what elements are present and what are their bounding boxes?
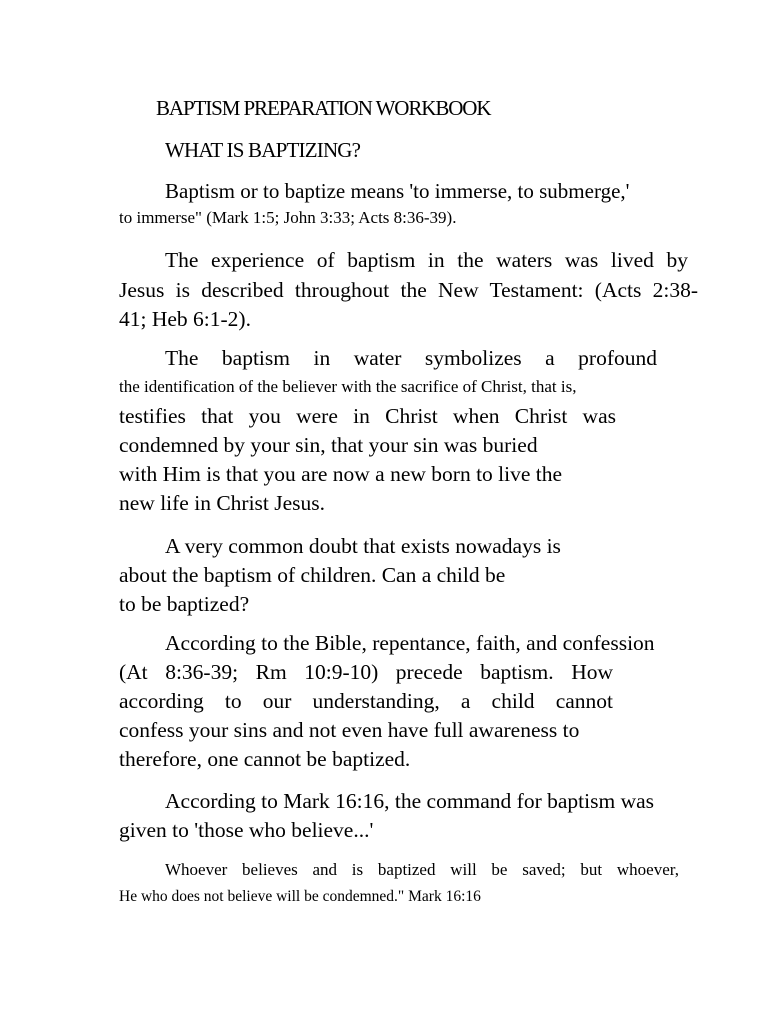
section-heading: WHAT IS BAPTIZING? (165, 138, 361, 162)
paragraph-line: new life in Christ Jesus. (119, 491, 326, 515)
paragraph-line: Baptism or to baptize means 'to immerse, to submerge,' (165, 179, 630, 203)
paragraph-line: The experience of baptism in the waters was lived by (165, 248, 688, 272)
paragraph-line: According to Mark 16:16, the command for baptism was (165, 789, 655, 813)
document-title: BAPTISM PREPARATION WORKBOOK (156, 96, 491, 120)
paragraph-line: given to 'those who believe...' (119, 818, 374, 842)
paragraph-line: about the baptism of children. Can a child be (119, 563, 506, 587)
quote-line: He who does not believe will be condemned." Mark 16:16 (119, 888, 481, 905)
paragraph-line: A very common doubt that exists nowadays is (165, 534, 561, 558)
paragraph-line: the identification of the believer with the sacrifice of Christ, that is, (119, 377, 577, 396)
paragraph-line: According to the Bible, repentance, faith, and confession (165, 631, 655, 655)
paragraph-line: therefore, one cannot be baptized. (119, 747, 411, 771)
paragraph-line: (At 8:36-39; Rm 10:9-10) precede baptism. How (119, 660, 613, 684)
paragraph-line: to be baptized? (119, 592, 250, 616)
paragraph-line: testifies that you were in Christ when Christ was (119, 404, 616, 428)
paragraph-line: condemned by your sin, that your sin was buried (119, 433, 538, 457)
quote-line: Whoever believes and is baptized will be saved; but whoever, (165, 860, 679, 879)
paragraph-line: according to our understanding, a child cannot (119, 689, 613, 713)
paragraph-line: 41; Heb 6:1-2). (119, 307, 251, 331)
paragraph-line: Jesus is described throughout the New Testament: (Acts 2:38- (119, 278, 698, 302)
paragraph-line: to immerse" (Mark 1:5; John 3:33; Acts 8:36-39). (119, 208, 457, 227)
paragraph-line: confess your sins and not even have full awareness to (119, 718, 580, 742)
paragraph-line: with Him is that you are now a new born to live the (119, 462, 563, 486)
paragraph-line: The baptism in water symbolizes a profound (165, 346, 657, 370)
